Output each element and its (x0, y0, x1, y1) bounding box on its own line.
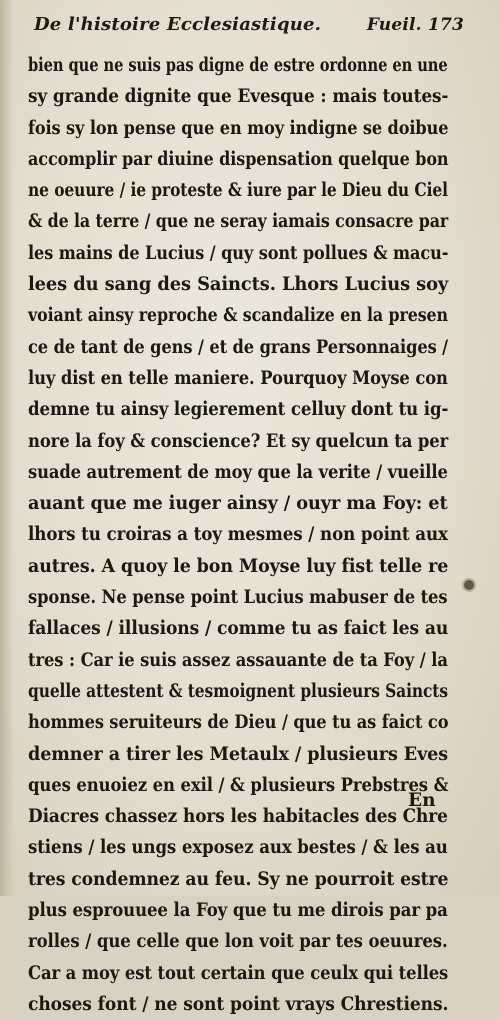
paper-hole (462, 578, 476, 592)
text-line: ce de tant de gens / et de grans Personnaiges / (28, 336, 449, 358)
text-line: lees du sang des Saincts. Lhors Lucius soy (28, 274, 449, 296)
body-text (28, 50, 448, 1020)
catchword: En (408, 790, 436, 811)
text-line: fallaces / illusions / comme tu as faict les au (28, 618, 449, 640)
text-line: quelle attestent & tesmoignent plusieurs Saincts (28, 680, 448, 702)
text-line: demne tu ainsy legierement celluy dont tu ig- (28, 399, 449, 421)
text-line: autres. A quoy le bon Moyse luy fist telle re (28, 555, 449, 577)
text-line: stiens / les ungs exposez aux bestes / & les au (28, 837, 448, 859)
text-line: voiant ainsy reproche & scandalize en la presen (28, 305, 448, 327)
text-line: sponse. Ne pense point Lucius mabuser de tes (28, 587, 448, 609)
text-line: rolles / que celle que lon voit par tes oeuures. (28, 931, 448, 953)
text-line: & de la terre / que ne seray iamais consacre par (28, 211, 449, 233)
text-line: suade autrement de moy que la verite / vueille (28, 461, 448, 483)
text-line: tres condemnez au feu. Sy ne pourroit estre (28, 868, 449, 890)
text-line: les mains de Lucius / quy sont pollues & macu- (28, 242, 449, 264)
text-line: auant que me iuger ainsy / ouyr ma Foy: et (28, 493, 448, 515)
text-line: fois sy lon pense que en moy indigne se doibue (28, 117, 449, 139)
text-line: accomplir par diuine dispensation quelque bon (28, 148, 449, 170)
text-line: nore la foy & conscience? Et sy quelcun ta per (28, 430, 449, 452)
running-header (34, 14, 464, 35)
text-line: ques enuoiez en exil / & plusieurs Prebstres & (28, 774, 449, 796)
text-line: hommes seruiteurs de Dieu / que tu as faict co (28, 712, 449, 734)
text-line: ne oeuure / ie proteste & iure par le Dieu du Ciel (28, 180, 448, 202)
running-title: De l'histoire Ecclesiastique. (34, 14, 322, 35)
text-line: sy grande dignite que Evesque : mais toutes- (28, 86, 449, 108)
text-line: Diacres chassez hors les habitacles des Chre (28, 806, 448, 828)
folio-number: Fueil. 173 (366, 15, 464, 35)
text-line: Car a moy est tout certain que ceulx qui telles (28, 962, 449, 984)
text-line: bien que ne suis pas digne de estre ordonne en une (28, 55, 448, 76)
text-line: plus esprouuee la Foy que tu me dirois par pa (28, 900, 448, 922)
text-line: lhors tu croiras a toy mesmes / non point aux (28, 524, 448, 546)
text-line: luy dist en telle maniere. Pourquoy Moyse con (28, 367, 448, 389)
text-line: tres : Car ie suis assez assauante de ta Foy / la (28, 649, 448, 671)
text-line: demner a tirer les Metaulx / plusieurs Eves (28, 743, 449, 765)
text-line: choses font / ne sont point vrays Chrestiens. (28, 993, 449, 1015)
